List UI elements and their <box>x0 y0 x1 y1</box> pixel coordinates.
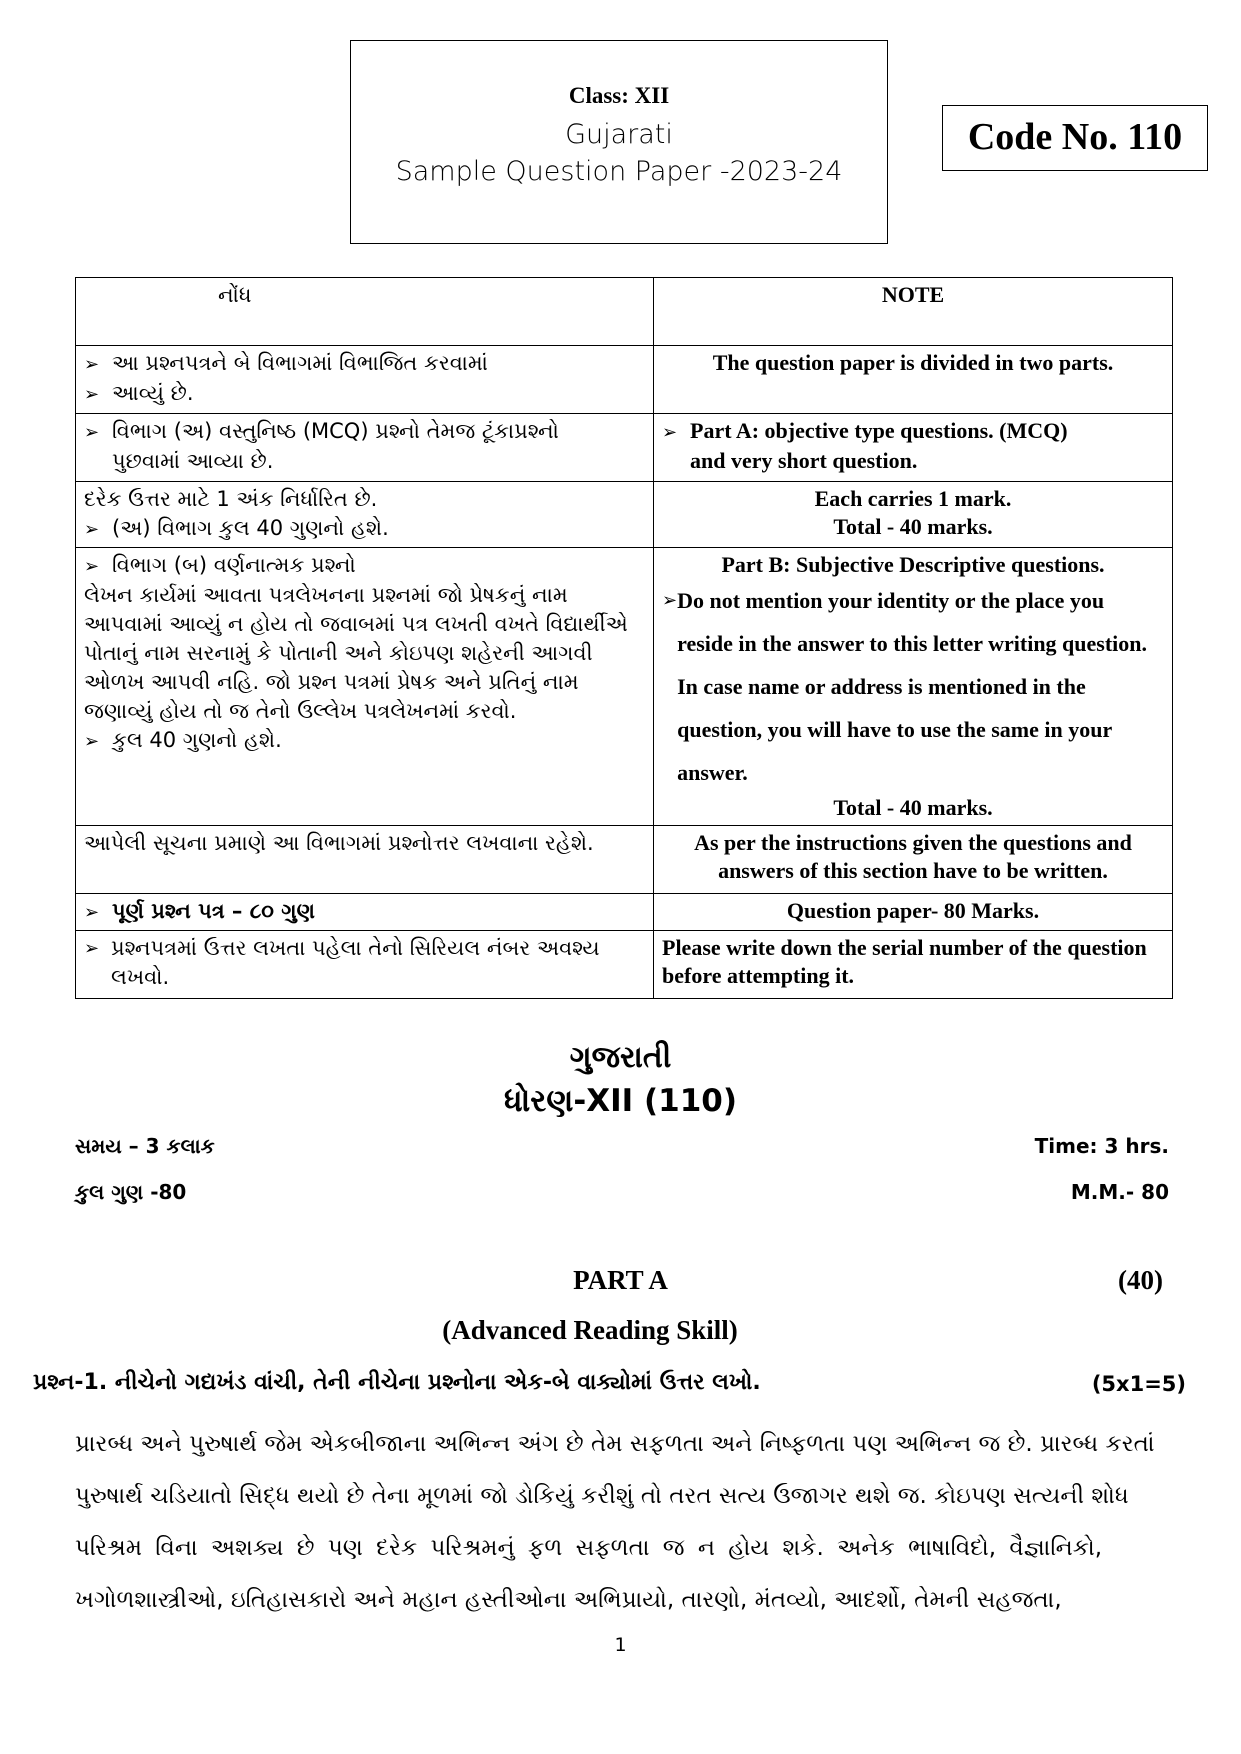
note-header-guj: નોંધ <box>76 278 654 346</box>
note-row-6-eng: Question paper- 80 Marks. <box>654 894 1173 931</box>
note-row-1-eng: The question paper is divided in two parts. <box>654 346 1173 414</box>
note-row-2-guj: ➢ વિભાગ (અ) વસ્તુનિષ્ઠ (MCQ) પ્રશ્નો તેમજ ટૂંકાપ્રશ્નો પુછવામાં આવ્યા છે. <box>76 414 654 482</box>
marks-eng: M.M.- 80 <box>1070 1180 1169 1204</box>
marks-guj: કુલ ગુણ -80 <box>75 1180 187 1204</box>
subject-line: Gujarati <box>565 119 673 150</box>
note-row-4-eng: Part B: Subjective Descriptive questions. ➢ Do not mention your identity or the place you reside in the answer to this letter writing question. In case name or address is mentioned in the question, you will have to use the same in your answer. Total - 40 marks. <box>654 548 1173 826</box>
code-number: Code No. 110 <box>942 105 1208 171</box>
part-title: PART A <box>573 1265 668 1295</box>
note-row-4-guj: ➢ વિભાગ (બ) વર્ણનાત્મક પ્રશ્નો લેખન કાર્યમાં આવતા પત્રલેખનના પ્રશ્નમાં જો પ્રેષકનું નામ આપવામાં આવ્યું ન હોય તો જવાબમાં પત્ર લખતી વખતે વિદ્યાર્થીએ પોતાનું નામ સરનામું કે પોતાની અને કોઇપણ શહેરની આગવી ઓળખ આપવી નહિ. જો પ્રશ્ન પત્રમાં પ્રેષક અને પ્રતિનું નામ જણાવ્યું હોય તો જ તેનો ઉલ્લેખ પત્રલેખનમાં કરવો. ➢ કુલ 40 ગુણનો હશે. <box>76 548 654 826</box>
note-row-6-guj: ➢ પૂર્ણ પ્રશ્ન પત્ર – ૮૦ ગુણ <box>76 894 654 931</box>
passage-line: પુરુષાર્થ ચડિયાતો સિદ્ધ થયો છે તેના મૂળમાં જો ડોકિયું કરીશું તો તરત સત્ય ઉજાગર થશે જ. કોઇપણ સત્યની શોધ <box>75 1483 1129 1509</box>
title-box <box>350 40 888 244</box>
paper-title: Sample Question Paper -2023-24 <box>395 156 843 187</box>
arrow-bullet-icon: ➢ <box>84 556 100 577</box>
arrow-bullet-icon: ➢ <box>84 519 100 540</box>
note-row-3-guj: દરેક ઉત્તર માટે 1 અંક નિર્ધારિત છે. ➢ (અ) વિભાગ કુલ 40 ગુણનો હશે. <box>76 482 654 548</box>
note-row-7-eng: Please write down the serial number of the question before attempting it. <box>654 931 1173 999</box>
page-number: 1 <box>614 1634 627 1656</box>
arrow-bullet-icon: ➢ <box>662 422 678 443</box>
time-guj: સમય – 3 કલાક <box>75 1134 215 1158</box>
question-1-marks: (5x1=5) <box>1091 1372 1186 1396</box>
note-row-3-eng: Each carries 1 mark. Total - 40 marks. <box>654 482 1173 548</box>
note-table <box>75 277 1173 999</box>
arrow-bullet-icon: ➢ <box>662 590 678 611</box>
passage-line: પરિશ્રમ વિના અશક્ય છે પણ દરેક પરિશ્રમનું ફળ સફળતા જ ન હોય શકે. અનેક ભાષાવિદો, વૈજ્ઞાનિકો, <box>75 1535 1103 1561</box>
note-row-1-guj: ➢ આ પ્રશ્નપત્રને બે વિભાગમાં વિભાજિત કરવામાં ➢ આવ્યું છે. <box>76 346 654 414</box>
note-row-7-guj: ➢ પ્રશ્નપત્રમાં ઉત્તર લખતા પહેલા તેનો સિરિયલ નંબર અવશ્ય લખવો. <box>76 931 654 999</box>
passage-line: ખગોળશાસ્ત્રીઓ, ઇતિહાસકારો અને મહાન હસ્તીઓના અભિપ્રાયો, તારણો, મંતવ્યો, આદર્શો, તેમની સહજતા, <box>75 1587 1062 1613</box>
passage <box>75 1418 1185 1626</box>
passage-line: પ્રારબ્ધ અને પુરુષાર્થ જેમ એકબીજાના અભિન્ન અંગ છે તેમ સફળતા અને નિષ્ફળતા પણ અભિન્ન જ છે. પ્રારબ્ધ કરતાં <box>75 1431 1155 1457</box>
arrow-bullet-icon: ➢ <box>84 731 100 752</box>
note-row-5-eng: As per the instructions given the questions and answers of this section have to be written. <box>654 826 1173 894</box>
part-subtitle: (Advanced Reading Skill) <box>442 1315 738 1345</box>
arrow-bullet-icon: ➢ <box>84 384 100 405</box>
note-header-eng: NOTE <box>654 278 1173 346</box>
arrow-bullet-icon: ➢ <box>84 354 100 375</box>
note-row-2-eng: ➢ Part A: objective type questions. (MCQ) and very short question. <box>654 414 1173 482</box>
note-row-5-guj: આપેલી સૂચના પ્રમાણે આ વિભાગમાં પ્રશ્નોત્તર લખવાના રહેશે. <box>76 826 654 894</box>
arrow-bullet-icon: ➢ <box>84 938 100 959</box>
arrow-bullet-icon: ➢ <box>84 902 100 923</box>
class-line: Class: XII <box>568 83 670 108</box>
time-eng: Time: 3 hrs. <box>1034 1134 1169 1158</box>
standard-heading: ધોરણ-XII (110) <box>503 1083 738 1119</box>
part-marks: (40) <box>1118 1265 1163 1295</box>
question-1-title: પ્રશ્ન-1. નીચેનો ગદ્યખંડ વાંચી, તેની નીચેના પ્રશ્નોના એક-બે વાક્યોમાં ઉત્તર લખો. <box>33 1370 761 1395</box>
arrow-bullet-icon: ➢ <box>84 422 100 443</box>
subject-heading: ગુજરાતી <box>569 1040 672 1075</box>
